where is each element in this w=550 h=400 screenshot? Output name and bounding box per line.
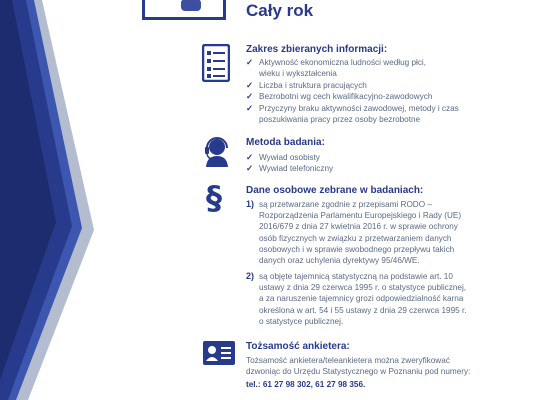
- period-title: Cały rok: [246, 1, 314, 20]
- metoda-list: [246, 152, 333, 175]
- phone-numbers[interactable]: tel.: 61 27 98 302, 61 27 98 356.: [246, 380, 366, 389]
- list-item-continuation: poszukiwania pracy przez osoby bezrobotne: [259, 115, 421, 125]
- dane-paragraph-2: [246, 271, 476, 327]
- text-line: o statystyce publicznej.: [259, 316, 344, 326]
- list-item: ✓ Wywiad osobisty: [246, 152, 333, 163]
- coins-icon: [181, 0, 201, 11]
- section-title-zakres: Zakres zbieranych informacji:: [246, 44, 388, 55]
- section-title-metoda: Metoda badania:: [246, 137, 325, 148]
- list-item: ✓ Liczba i struktura pracujących: [246, 80, 459, 91]
- text-line: 2016/679 z dnia 27 kwietnia 2016 r. w sprawie ochrony: [259, 222, 458, 232]
- paragraph-number: 1): [246, 199, 255, 209]
- headset-icon: [202, 136, 232, 168]
- text-line: Tożsamość ankietera/teleankietera można zweryfikować: [246, 356, 450, 365]
- list-item-continuation: wieku i wykształcenia: [259, 69, 337, 79]
- tozsamosc-text: [246, 355, 516, 378]
- text-line: danych oraz uchylenia dyrektywy 95/46/WE.: [259, 256, 420, 266]
- text-line: są objęte tajemnicą statystyczną na podstawie art. 10: [259, 272, 453, 281]
- text-line: a za naruszenie tajemnicy grozi odpowiedzialność karna: [259, 294, 464, 304]
- text-line: osobowych i w sprawie swobodnego przepływu takich: [259, 244, 455, 254]
- section-title-tozsamosc: Tożsamość ankietera:: [246, 341, 350, 352]
- list-item: ✓ Przyczyny braku aktywności zawodowej, metody i czas: [246, 103, 459, 114]
- section-title-dane: Dane osobowe zebrane w badaniach:: [246, 185, 424, 196]
- checklist-icon: [202, 44, 230, 82]
- text-line: dzwoniąc do Urzędu Statystycznego w Poznaniu pod numery:: [246, 367, 471, 377]
- paragraph-number: 2): [246, 271, 255, 281]
- list-item: ✓ Aktywność ekonomiczna ludności według płci,: [246, 57, 459, 68]
- text-line: osób fizycznych w związku z przetwarzaniem danych: [259, 233, 452, 243]
- text-line: Rozporządzenia Parlamentu Europejskiego i Rady (UE): [259, 211, 462, 221]
- text-line: są przetwarzane zgodnie z przepisami RODO –: [259, 200, 432, 209]
- paragraph-icon: §: [206, 179, 222, 217]
- zakres-list: [246, 57, 459, 125]
- decorative-chevron-band: [0, 0, 100, 400]
- id-card-icon: [202, 340, 236, 366]
- calendar-icon-box: [142, 0, 226, 20]
- text-line: ustawy z dnia 29 czerwca 1995 r. o statystyce publicznej,: [259, 283, 467, 293]
- text-line: określona w art. 54 i 55 ustawy z dnia 29 czerwca 1995 r.: [259, 305, 467, 315]
- dane-paragraph-1: [246, 199, 476, 266]
- list-item: ✓ Wywiad telefoniczny: [246, 163, 333, 174]
- list-item: ✓ Bezrobotni wg cech kwalifikacyjno-zawodowych: [246, 91, 459, 102]
